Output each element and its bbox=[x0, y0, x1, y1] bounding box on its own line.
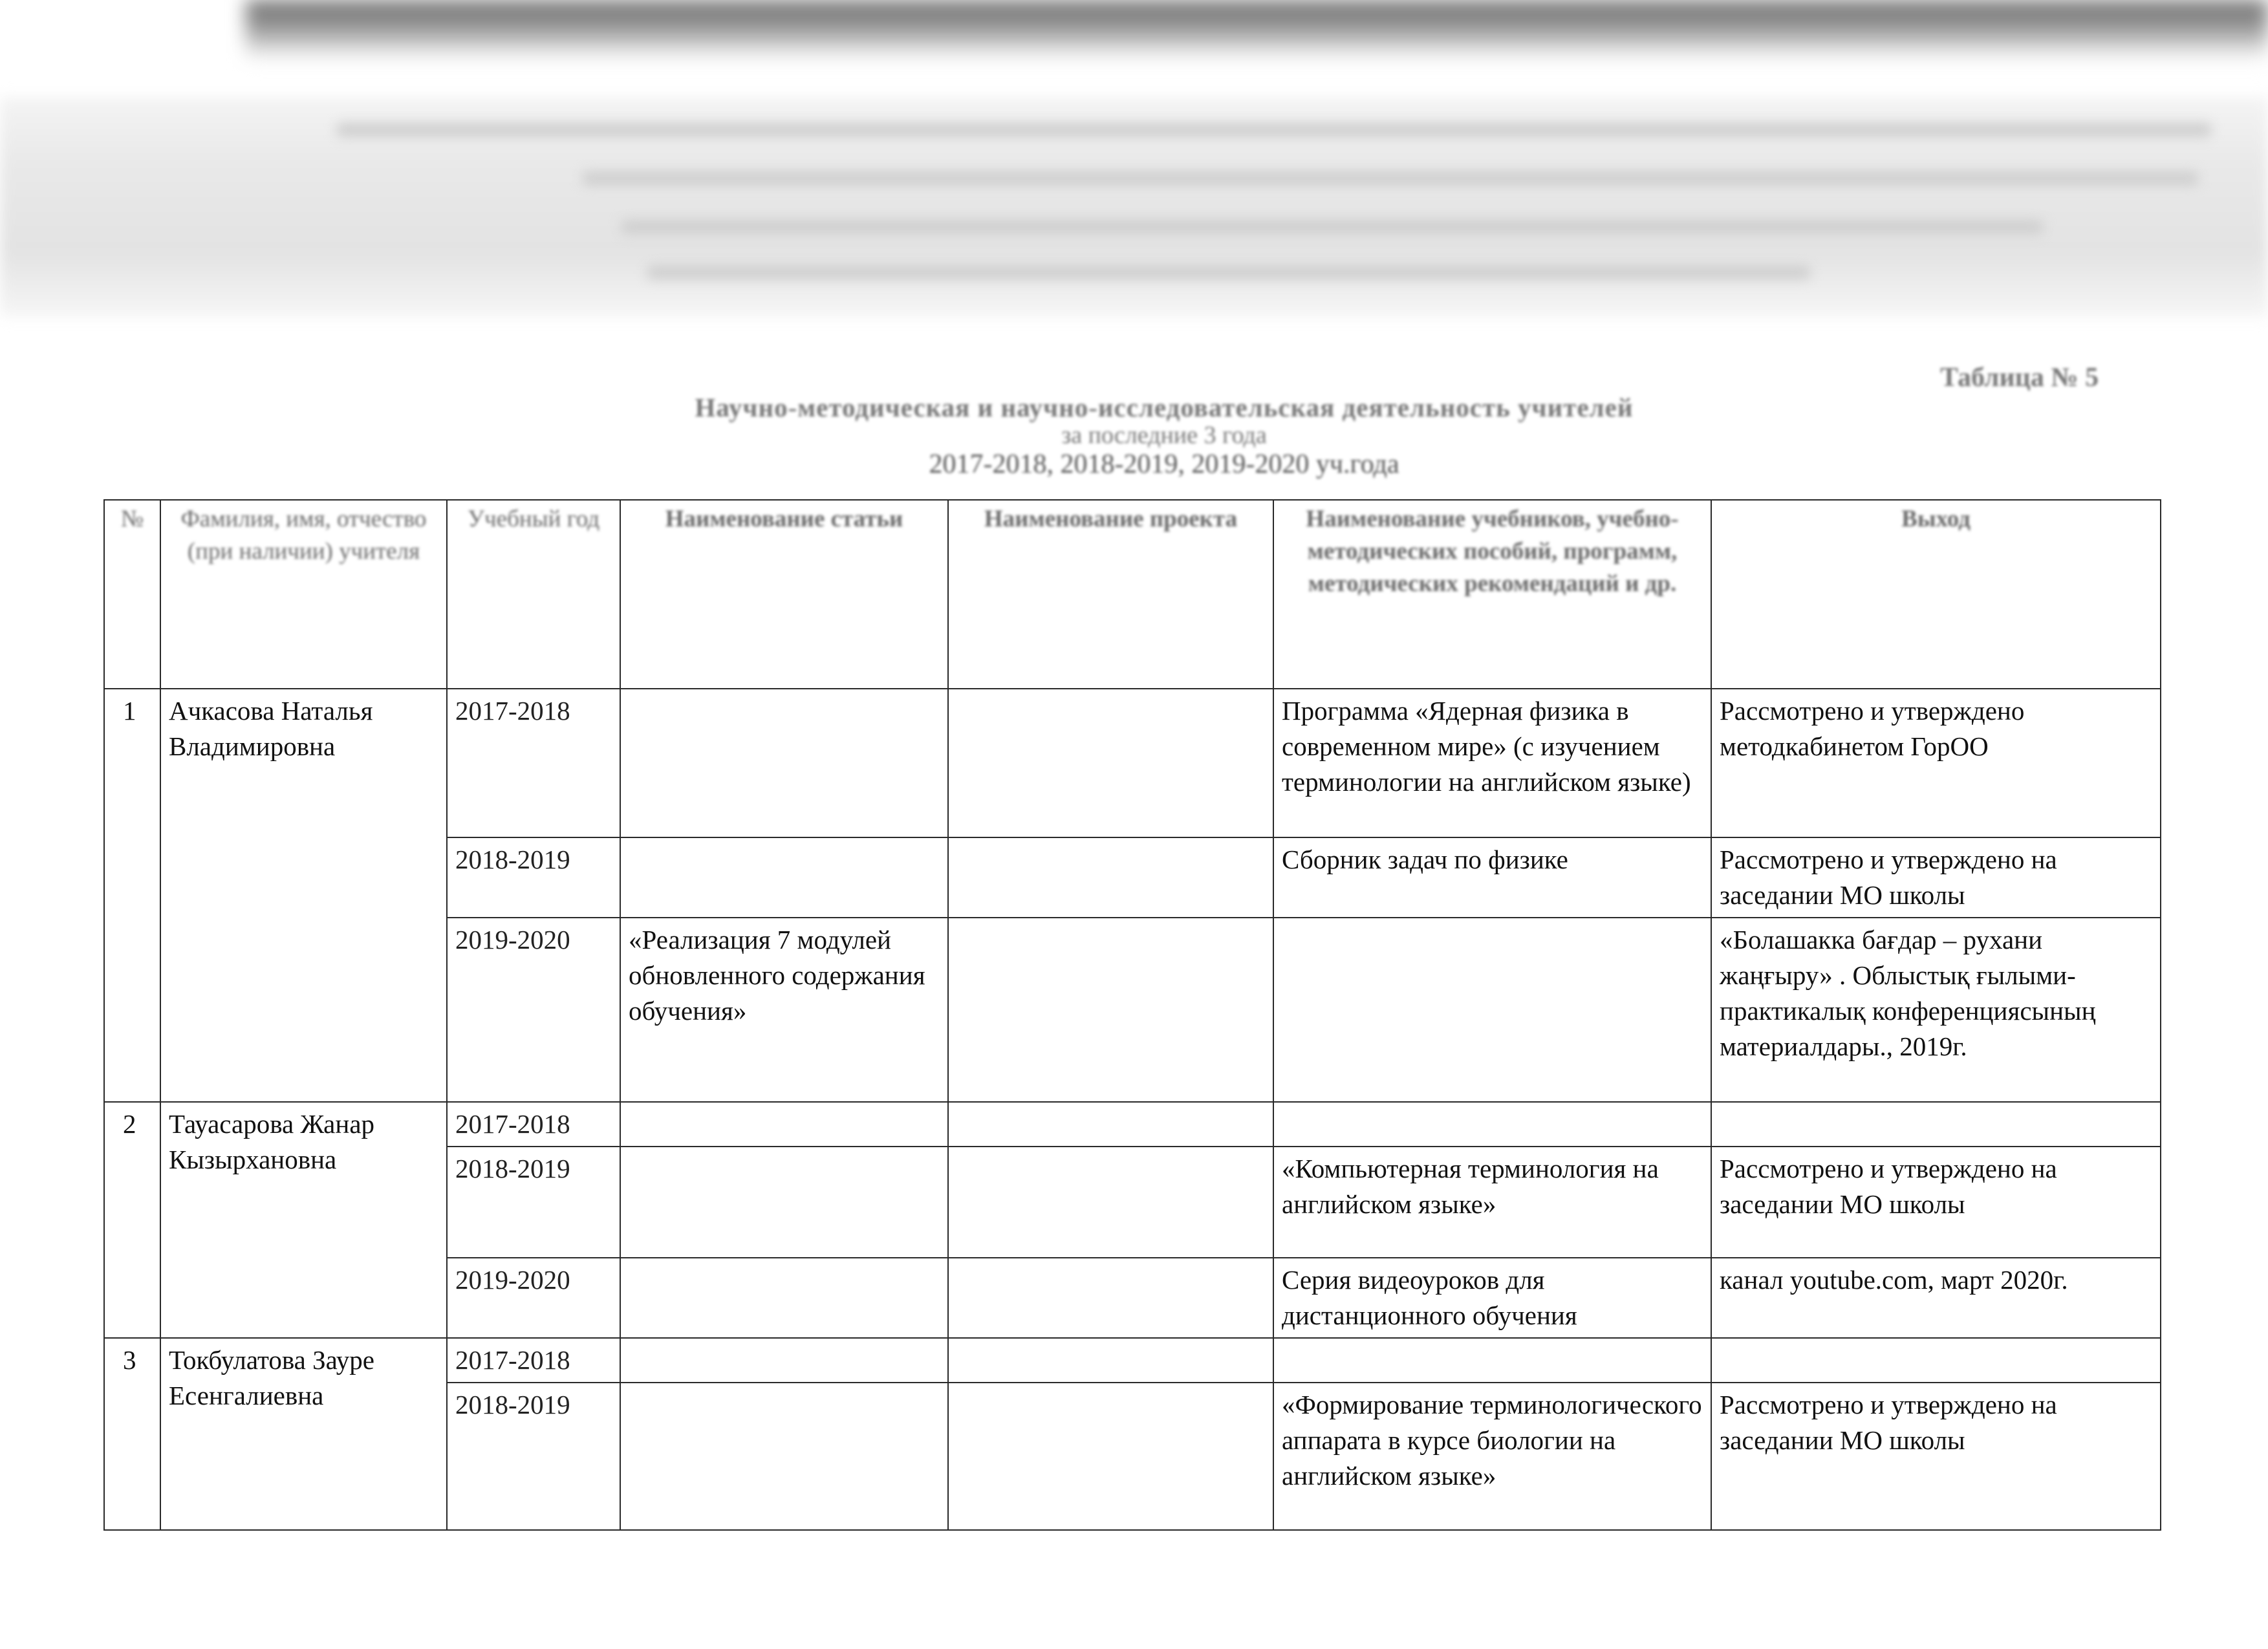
table-header-row bbox=[104, 500, 2161, 689]
article-cell bbox=[620, 1258, 948, 1338]
table-row bbox=[104, 1102, 2161, 1147]
document-subtitle: за последние 3 года bbox=[1061, 422, 1267, 449]
article-cell bbox=[620, 1338, 948, 1383]
school-year: 2017-2018 bbox=[447, 1102, 620, 1147]
header-project: Наименование проекта bbox=[948, 500, 1273, 689]
output-cell: Рассмотрено и утверждено на заседании МО школы bbox=[1711, 837, 2161, 918]
output-cell: канал youtube.com, март 2020г. bbox=[1711, 1258, 2161, 1338]
bleed-through-line bbox=[647, 265, 1811, 279]
header-num: № bbox=[104, 500, 160, 689]
table-row bbox=[104, 689, 2161, 837]
textbooks-cell: Программа «Ядерная физика в современном мире» (с изучением терминологии на английском языке) bbox=[1273, 689, 1711, 837]
bleed-through-line bbox=[582, 171, 2199, 186]
bleed-through-line bbox=[621, 220, 2044, 234]
teacher-name: Тауасарова Жанар Кызырхановна bbox=[160, 1102, 447, 1338]
teacher-name: Токбулатова Зауре Есенгалиевна bbox=[160, 1338, 447, 1530]
document-years: 2017-2018, 2018-2019, 2019-2020 уч.года bbox=[929, 449, 1399, 479]
article-cell bbox=[620, 1147, 948, 1258]
project-cell bbox=[948, 837, 1273, 918]
document-heading bbox=[388, 393, 1940, 479]
table-number-label: Таблица № 5 bbox=[1940, 363, 2099, 393]
project-cell bbox=[948, 1383, 1273, 1530]
school-year: 2017-2018 bbox=[447, 689, 620, 837]
activity-table bbox=[103, 499, 2161, 1531]
textbooks-cell bbox=[1273, 1102, 1711, 1147]
textbooks-cell bbox=[1273, 918, 1711, 1102]
header-year: Учебный год bbox=[447, 500, 620, 689]
textbooks-cell bbox=[1273, 1338, 1711, 1383]
article-cell bbox=[620, 1383, 948, 1530]
output-cell: Рассмотрено и утверждено на заседании МО школы bbox=[1711, 1147, 2161, 1258]
textbooks-cell: Сборник задач по физике bbox=[1273, 837, 1711, 918]
school-year: 2019-2020 bbox=[447, 918, 620, 1102]
header-output: Выход bbox=[1711, 500, 2161, 689]
project-cell bbox=[948, 1102, 1273, 1147]
school-year: 2018-2019 bbox=[447, 1383, 620, 1530]
school-year: 2018-2019 bbox=[447, 1147, 620, 1258]
project-cell bbox=[948, 689, 1273, 837]
document-title: Научно-методическая и научно-исследовательская деятельность учителей bbox=[695, 393, 1634, 422]
output-cell: Рассмотрено и утверждено методкабинетом ГорОО bbox=[1711, 689, 2161, 837]
textbooks-cell: Серия видеоуроков для дистанционного обучения bbox=[1273, 1258, 1711, 1338]
article-cell bbox=[620, 689, 948, 837]
header-textbooks: Наименование учебников, учебно-методических пособий, программ, методических рекомендаций и др. bbox=[1273, 500, 1711, 689]
teacher-name: Ачкасова Наталья Владимировна bbox=[160, 689, 447, 1102]
teacher-number: 3 bbox=[104, 1338, 160, 1530]
output-cell bbox=[1711, 1102, 2161, 1147]
project-cell bbox=[948, 1338, 1273, 1383]
textbooks-cell: «Формирование терминологического аппарата в курсе биологии на английском языке» bbox=[1273, 1383, 1711, 1530]
bleed-through-line bbox=[336, 123, 2212, 137]
article-cell bbox=[620, 837, 948, 918]
school-year: 2019-2020 bbox=[447, 1258, 620, 1338]
textbooks-cell: «Компьютерная терминология на английском языке» bbox=[1273, 1147, 1711, 1258]
project-cell bbox=[948, 918, 1273, 1102]
article-cell: «Реализация 7 модулей обновленного содержания обучения» bbox=[620, 918, 948, 1102]
project-cell bbox=[948, 1147, 1273, 1258]
output-cell: Рассмотрено и утверждено на заседании МО школы bbox=[1711, 1383, 2161, 1530]
school-year: 2018-2019 bbox=[447, 837, 620, 918]
school-year: 2017-2018 bbox=[447, 1338, 620, 1383]
teacher-number: 2 bbox=[104, 1102, 160, 1338]
teacher-number: 1 bbox=[104, 689, 160, 1102]
table-row bbox=[104, 1338, 2161, 1383]
project-cell bbox=[948, 1258, 1273, 1338]
header-article: Наименование статьи bbox=[620, 500, 948, 689]
header-name: Фамилия, имя, отчество (при наличии) учителя bbox=[160, 500, 447, 689]
output-cell: «Болашакка бағдар – рухани жаңғыру» . Облыстық ғылыми-практикалық конференциясының материалдары., 2019г. bbox=[1711, 918, 2161, 1102]
scan-shadow bbox=[246, 0, 2268, 61]
article-cell bbox=[620, 1102, 948, 1147]
output-cell bbox=[1711, 1338, 2161, 1383]
